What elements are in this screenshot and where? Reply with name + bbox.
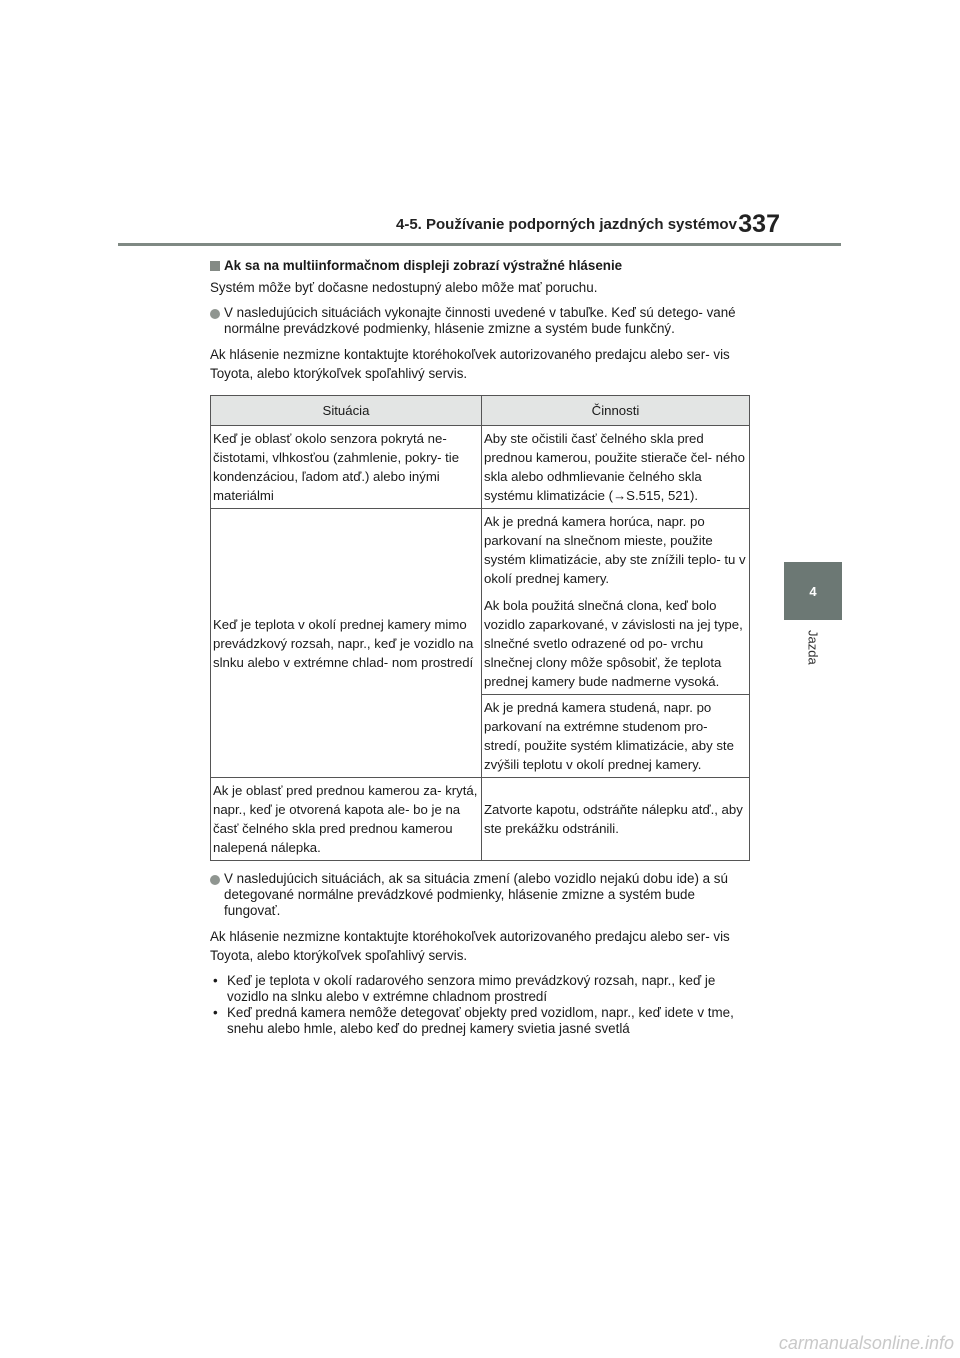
section-heading	[210, 256, 750, 275]
page-number: 337	[738, 210, 780, 238]
action-text: Ak bola použitá slnečná clona, keď bolo vozidlo zaparkované, v závislosti na jej type, slnečné svetlo odrazené od po- vrchu slnečnej clony môže spôsobiť, že teplota prednej kamery bude nadmerne vysoká.	[484, 598, 743, 689]
bullet-text: V nasledujúcich situáciách, ak sa situácia zmení (alebo vozidlo nejakú dobu ide) a sú detegované normálne prevádzkové podmienky, hlásenie zmizne a systém bude fungovať.	[224, 871, 728, 918]
square-bullet-icon	[210, 261, 220, 271]
section-title: 4-5. Používanie podporných jazdných systémov	[396, 216, 737, 233]
chapter-number: 4	[809, 583, 817, 599]
column-header-situation: Situácia	[211, 396, 482, 426]
header-divider	[118, 243, 841, 246]
circle-bullet-icon	[210, 875, 220, 885]
watermark: carmanualsonline.info	[778, 1333, 954, 1353]
table-row	[211, 778, 750, 861]
list-item	[210, 1005, 750, 1037]
contact-paragraph: Ak hlásenie nezmizne kontaktujte ktoréhokoľvek autorizovaného predajcu alebo ser- vis Toyota, alebo ktorýkoľvek spoľahlivý servis.	[210, 347, 730, 381]
list-item-text: Keď predná kamera nemôže detegovať objekty pred vozidlom, napr., keď idete v tme, snehu alebo hmle, alebo keď do prednej kamery svietia jasné svetlá	[227, 1005, 734, 1036]
action-cell: Ak je predná kamera studená, napr. po parkovaní na extrémne studenom pro- stredí, použite systém klimatizácie, aby ste zvýšili teplotu v okolí prednej kamery.	[482, 695, 750, 778]
intro-paragraph: Systém môže byť dočasne nedostupný alebo môže mať poruchu.	[210, 280, 598, 295]
action-text: Ak je predná kamera horúca, napr. po parkovaní na slnečnom mieste, použite systém klimatizácie, aby ste znížili teplo- tu v okolí prednej kamery.	[484, 514, 746, 586]
chapter-label: Jazda	[805, 630, 821, 665]
action-cell: Aby ste očistili časť čelného skla pred prednou kamerou, použite stierače čel- ného skla alebo odhmlievanie čelného skla systému klimatizácie (→S.515, 521).	[482, 426, 750, 509]
bullet-item	[210, 305, 750, 337]
situation-cell: Ak je oblasť pred prednou kamerou za- krytá, napr., keď je otvorená kapota ale- bo je na časť čelného skla pred prednou kamerou nalepená nálepka.	[211, 778, 482, 861]
action-cell	[482, 509, 750, 695]
list-item	[210, 973, 750, 1005]
situation-table	[210, 395, 750, 861]
table-row	[211, 426, 750, 509]
table-row	[211, 509, 750, 695]
circle-bullet-icon	[210, 309, 220, 319]
situation-cell: Keď je oblasť okolo senzora pokrytá ne- čistotami, vlhkosťou (zahmlenie, pokry- tie kondenzáciou, ľadom atď.) alebo inými materiálmi	[211, 426, 482, 509]
section-heading-text: Ak sa na multiinformačnom displeji zobrazí výstražné hlásenie	[224, 258, 623, 273]
bullet-text: V nasledujúcich situáciách vykonajte činnosti uvedené v tabuľke. Keď sú detego- vané normálne prevádzkové podmienky, hlásenie zmizne a systém bude funkčný.	[224, 305, 736, 336]
action-cell: Zatvorte kapotu, odstráňte nálepku atď., aby ste prekážku odstránili.	[482, 778, 750, 861]
situation-cell: Keď je teplota v okolí prednej kamery mimo prevádzkový rozsah, napr., keď je vozidlo na slnku alebo v extrémne chlad- nom prostredí	[211, 509, 482, 778]
contact-paragraph: Ak hlásenie nezmizne kontaktujte ktoréhokoľvek autorizovaného predajcu alebo ser- vis Toyota, alebo ktorýkoľvek spoľahlivý servis.	[210, 929, 730, 963]
list-item-text: Keď je teplota v okolí radarového senzora mimo prevádzkový rozsah, napr., keď je vozidlo na slnku alebo v extrémne chladnom prostredí	[227, 973, 716, 1004]
list-marker: •	[213, 973, 218, 988]
column-header-actions: Činnosti	[482, 396, 750, 426]
list-marker: •	[213, 1005, 218, 1020]
chapter-tab	[784, 562, 842, 620]
condition-list	[210, 973, 750, 1037]
table-header-row	[211, 396, 750, 426]
bullet-item	[210, 871, 750, 919]
page-content	[210, 256, 750, 1037]
